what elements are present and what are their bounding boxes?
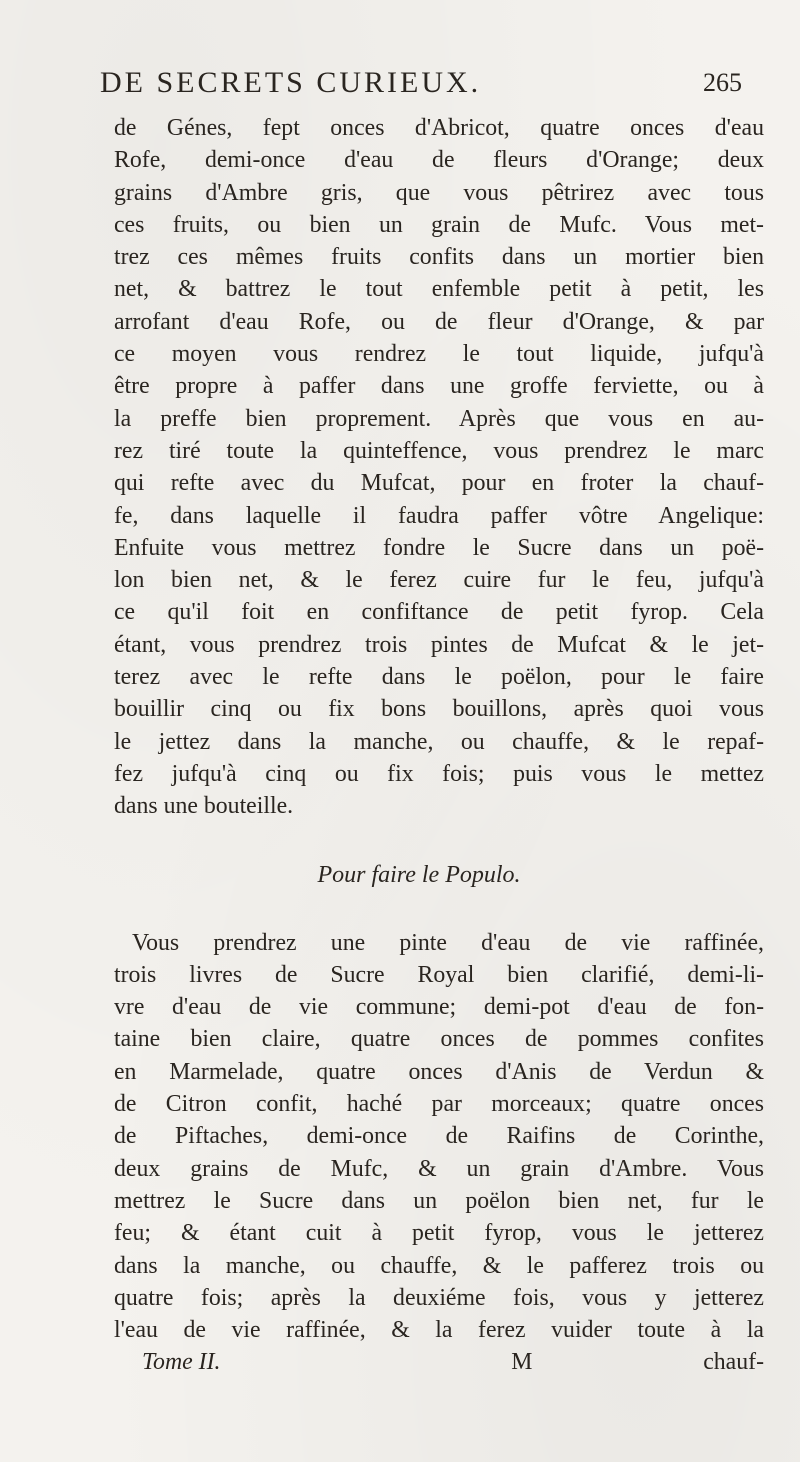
- text-line: quatre fois; après la deuxiéme fois, vous y jetterez: [114, 1284, 764, 1311]
- paragraph-populo: [114, 927, 764, 1347]
- text-line: la preffe bien proprement. Après que vous en au-: [114, 405, 764, 432]
- text-line: terez avec le refte dans le poëlon, pour le faire: [114, 664, 764, 691]
- text-line: ces fruits, ou bien un grain de Mufc. Vous met-: [114, 211, 764, 238]
- text-line: mettrez le Sucre dans un poëlon bien net, fur le: [114, 1187, 764, 1214]
- text-line: dans la manche, ou chauffe, & le pafferez trois ou: [114, 1252, 764, 1279]
- paragraph-angelique: [114, 112, 764, 823]
- text-line: arrofant d'eau Rofe, ou de fleur d'Orange, & par: [114, 308, 764, 335]
- text-line: être propre à paffer dans une groffe ferviette, ou à: [114, 373, 764, 400]
- text-line: rez tiré toute la quinteffence, vous prendrez le marc: [114, 437, 764, 464]
- text-line: étant, vous prendrez trois pintes de Mufcat & le jet-: [114, 631, 764, 658]
- page-number: 265: [703, 68, 742, 97]
- text-line: qui refte avec du Mufcat, pour en froter la chauf-: [114, 470, 764, 497]
- text-line: de Citron confit, haché par morceaux; quatre onces: [114, 1091, 764, 1118]
- text-line: Enfuite vous mettrez fondre le Sucre dans un poë-: [114, 534, 764, 561]
- text-line: trois livres de Sucre Royal bien clarifié, demi-li-: [114, 961, 764, 988]
- signature-mark: M: [511, 1349, 533, 1376]
- text-line: l'eau de vie raffinée, & la ferez vuider toute à la: [114, 1317, 764, 1344]
- text-line: dans une bouteille.: [114, 793, 294, 820]
- body-text: [114, 112, 764, 1378]
- text-line: grains d'Ambre gris, que vous pêtrirez avec tous: [114, 179, 764, 206]
- text-line: ce qu'il foit en confiftance de petit fyrop. Cela: [114, 599, 764, 626]
- text-line: vre d'eau de vie commune; demi-pot d'eau de fon-: [114, 994, 764, 1021]
- text-line: de Piftaches, demi-once de Raifins de Corinthe,: [114, 1123, 764, 1150]
- text-line: de Génes, fept onces d'Abricot, quatre onces d'eau: [114, 115, 764, 141]
- catchword: chauf-: [703, 1349, 764, 1376]
- text-line: trez ces mêmes fruits confits dans un mortier bien: [114, 244, 764, 271]
- text-line: lon bien net, & le ferez cuire fur le feu, jufqu'à: [114, 567, 764, 594]
- text-line: taine bien claire, quatre onces de pommes confites: [114, 1026, 764, 1053]
- text-line: fez jufqu'à cinq ou fix fois; puis vous le mettez: [114, 760, 764, 787]
- running-title: DE SECRETS CURIEUX.: [100, 66, 482, 99]
- text-line: bouillir cinq ou fix bons bouillons, après quoi vous: [114, 696, 764, 723]
- text-line: le jettez dans la manche, ou chauffe, & le repaf-: [114, 728, 764, 755]
- running-head: [90, 66, 750, 106]
- text-line: net, & battrez le tout enfemble petit à petit, les: [114, 276, 764, 303]
- text-line: deux grains de Mufc, & un grain d'Ambre. Vous: [114, 1155, 764, 1182]
- text-line: fe, dans laquelle il faudra paffer vôtre Angelique:: [114, 502, 764, 529]
- text-line: Vous prendrez une pinte d'eau de vie raffinée,: [132, 929, 764, 956]
- text-line: Rofe, demi-once d'eau de fleurs d'Orange; deux: [114, 147, 764, 174]
- volume-signature: Tome II.: [142, 1349, 221, 1376]
- text-line: en Marmelade, quatre onces d'Anis de Verdun &: [114, 1058, 764, 1085]
- text-line: feu; & étant cuit à petit fyrop, vous le jetterez: [114, 1220, 764, 1247]
- text-line: ce moyen vous rendrez le tout liquide, jufqu'à: [114, 341, 764, 368]
- page-footer: [114, 1346, 764, 1378]
- section-heading: Pour faire le Populo.: [317, 861, 521, 888]
